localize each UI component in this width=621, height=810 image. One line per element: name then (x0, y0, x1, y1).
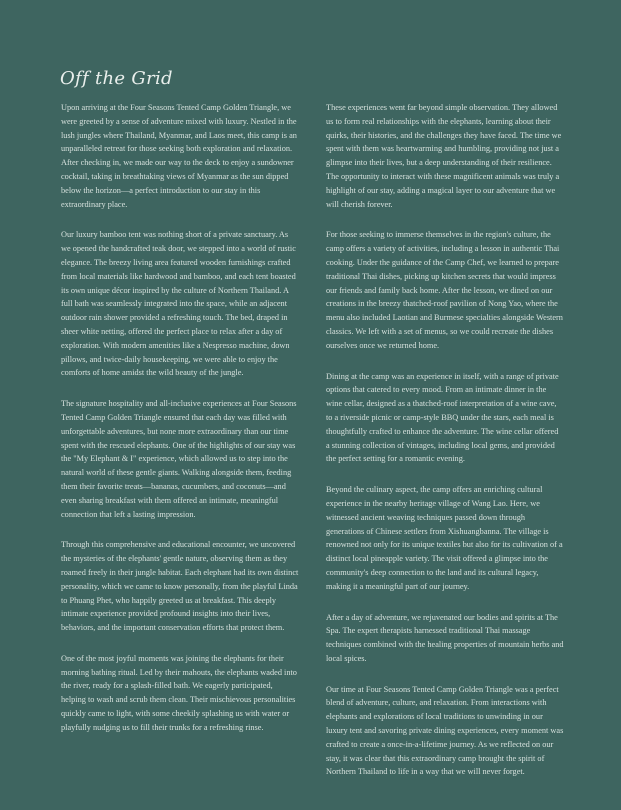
paragraph: Through this comprehensive and educational encounter, we uncovered the mysteries of the elephants' gentle nature, observing them as they roamed freely in their jungle habitat. Each elephant had its own distinct personality, which we came to know personally, from the playful Linda to Phuang Phet, who happily greeted us at breakfast. This deeply intimate experience provided profound insights into their lives, behaviors, and the important conservation efforts that protect them. (61, 540, 299, 633)
paragraph: Dining at the camp was an experience in itself, with a range of private options that catered to every mood. From an intimate dinner in the wine cellar, designed as a thatched-roof interpretation of a wine cave, to a riverside picnic or camp-style BBQ under the stars, each meal is thoughtfully crafted to enhance the adventure. The wine cellar offered a stunning collection of vintages, including local gems, and provided the perfect setting for a romantic evening. (326, 371, 559, 464)
paragraph: Beyond the culinary aspect, the camp offers an enriching cultural experience in the nearby heritage village of Wang Lao. Here, we witnessed ancient weaving techniques passed down through generations of Chinese settlers from Xishuangbanna. The village is renowned not only for its unique textiles but also for its cultivation of a distinct local pineapple variety. The visit offered a glimpse into the community's deep connection to the land and its cultural legacy, making it a meaningful part of our journey. (326, 485, 563, 591)
paragraph: One of the most joyful moments was joining the elephants for their morning bathing ritual. Led by their mahouts, the elephants waded into the river, ready for a splash-filled bath. We eagerly participated, helping to wash and scrub them clean. Their mischievous personalities quickly came to light, with some cheekily splashing us with water or playfully nudging us to fill their trunks for a refreshing rinse. (61, 653, 297, 732)
paragraph: These experiences went far beyond simple observation. They allowed us to form real relationships with the elephants, learning about their quirks, their histories, and the challenges they have faced. The time we spent with them was heartwarming and humbling, providing not just a glimpse into their lives, but a deep understanding of their resilience. The opportunity to interact with these magnificent animals was truly a highlight of our stay, adding a magical layer to our adventure that we will cherish forever. (326, 103, 562, 209)
paragraph: Our luxury bamboo tent was nothing short of a private sanctuary. As we opened the handcrafted teak door, we stepped into a world of rustic elegance. The breezy living area featured wooden furnishings crafted from local materials like hardwood and bamboo, and each tent boasted its own unique décor inspired by the culture of Northern Thailand. A full bath was seamlessly integrated into the space, while an adjacent outdoor rain shower provided a refreshing touch. The bed, draped in sheer white netting, offered the perfect place to relax after a day of exploration. With modern amenities like a Nespresso machine, down pillows, and twice-daily housekeeping, we were able to enjoy the comforts of home amidst the wild beauty of the jungle. (61, 230, 296, 378)
paragraph: After a day of adventure, we rejuvenated our bodies and spirits at The Spa. The expert therapists harnessed traditional Thai massage techniques combined with the healing properties of mountain herbs and local spices. (326, 612, 564, 663)
paragraph: For those seeking to immerse themselves in the region's culture, the camp offers a variety of activities, including a lesson in authentic Thai cooking. Under the guidance of the Camp Chef, we learned to prepare traditional Thai dishes, picking up kitchen secrets that would impress our friends and family back home. After the lesson, we dined on our creations in the breezy thatched-roof pavilion of Nong Yao, where the menu also included Laotian and Burmese specialties alongside Western classics. We left with a set of menus, so we could recreate the dishes ourselves once we returned home. (326, 230, 563, 350)
right-column (326, 101, 564, 796)
left-column (61, 101, 299, 752)
article-title: Off the Grid (60, 68, 173, 89)
paragraph: The signature hospitality and all-inclusive experiences at Four Seasons Tented Camp Golden Triangle ensured that each day was filled with unforgettable adventures, but none more extraordinary than our time spent with the rescued elephants. One of the highlights of our stay was the "My Elephant & I" experience, which allowed us to step into the natural world of these gentle giants. Walking alongside them, feeding them their favorite treats—bananas, cucumbers, and coconuts—and even sharing breakfast with them offered an intimate, meaningful connection that left a lasting impression. (61, 399, 297, 519)
paragraph: Upon arriving at the Four Seasons Tented Camp Golden Triangle, we were greeted by a sense of adventure mixed with luxury. Nestled in the lush jungles where Thailand, Myanmar, and Laos meet, this camp is an unparalleled retreat for those seeking both exploration and relaxation. After checking in, we made our way to the deck to enjoy a sundowner cocktail, taking in breathtaking views of Myanmar as the sun dipped below the horizon—a perfect introduction to our stay in this extraordinary place. (61, 103, 297, 209)
paragraph: Our time at Four Seasons Tented Camp Golden Triangle was a perfect blend of adventure, culture, and relaxation. From interactions with elephants and explorations of local traditions to unwinding in our luxury tent and savoring private dining experiences, every moment was crafted to create a once-in-a-lifetime journey. As we reflected on our stay, it was clear that this extraordinary camp brought the spirit of Northern Thailand to life in a way that we will never forget. (326, 684, 564, 777)
